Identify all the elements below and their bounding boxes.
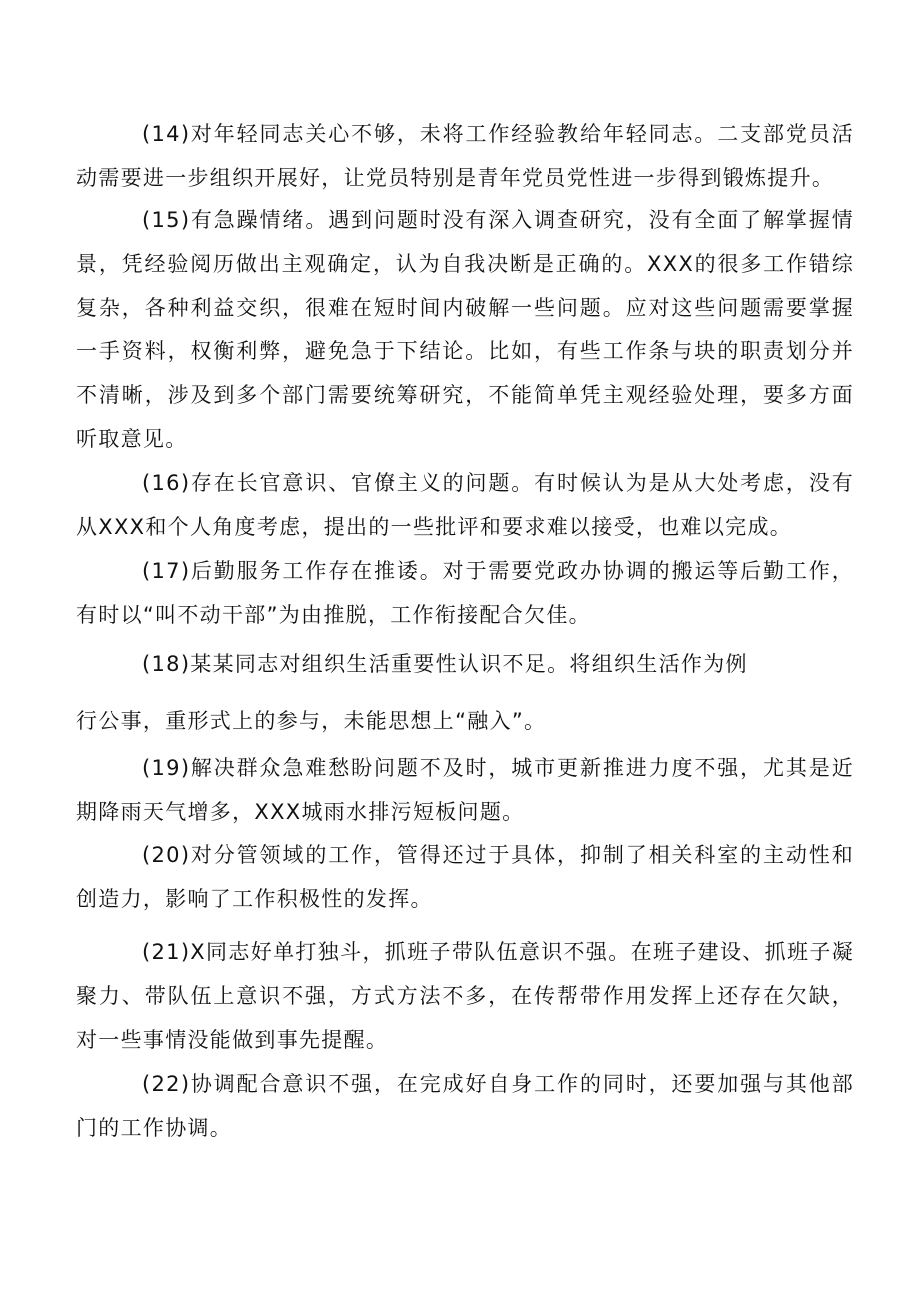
paragraph-19: (19)解决群众急难愁盼问题不及时，城市更新推进力度不强，尤其是近期降雨天气增多，XXX城雨水排污短板问题。 [76,756,854,824]
paragraph-15: (15)有急躁情绪。遇到问题时没有深入调查研究，没有全面了解掌握情景，凭经验阅历做出主观确定，认为自我决断是正确的。XXX的很多工作错综复杂，各种利益交织，很难在短时间内破解一些问题。应对这些问题需要掌握一手资料，权衡利弊，避免急于下结论。比如，有些工作条与块的职责划分并不清晰，涉及到多个部门需要统筹研究，不能简单凭主观经验处理，要多方面听取意见。 [76,208,854,451]
paragraph-18: (18)某某同志对组织生活重要性认识不足。将组织生活作为例 [142,652,748,676]
paragraph-14: (14)对年轻同志关心不够，未将工作经验教给年轻同志。二支部党员活动需要进一步组织开展好，让党员特别是青年党员党性进一步得到锻炼提升。 [76,122,854,190]
paragraph-16: (16)存在长官意识、官僚主义的问题。有时候认为是从大处考虑，没有从XXX和个人角度考虑，提出的一些批评和要求难以接受，也难以完成。 [76,471,854,539]
paragraph-21: (21)X同志好单打独斗，抓班子带队伍意识不强。在班子建设、抓班子凝聚力、带队伍上意识不强，方式方法不多，在传帮带作用发挥上还存在欠缺，对一些事情没能做到事先提醒。 [76,940,854,1052]
paragraph-18-continued: 行公事，重形式上的参与，未能思想上“融入”。 [76,709,547,733]
paragraph-17: (17)后勤服务工作存在推诿。对于需要党政办协调的搬运等后勤工作，有时以“叫不动干部”为由推脱，工作衔接配合欠佳。 [76,559,854,627]
paragraph-20: (20)对分管领域的工作，管得还过于具体，抑制了相关科室的主动性和创造力，影响了工作积极性的发挥。 [76,843,854,911]
paragraph-22: (22)协调配合意识不强，在完成好自身工作的同时，还要加强与其他部门的工作协调。 [76,1072,854,1140]
